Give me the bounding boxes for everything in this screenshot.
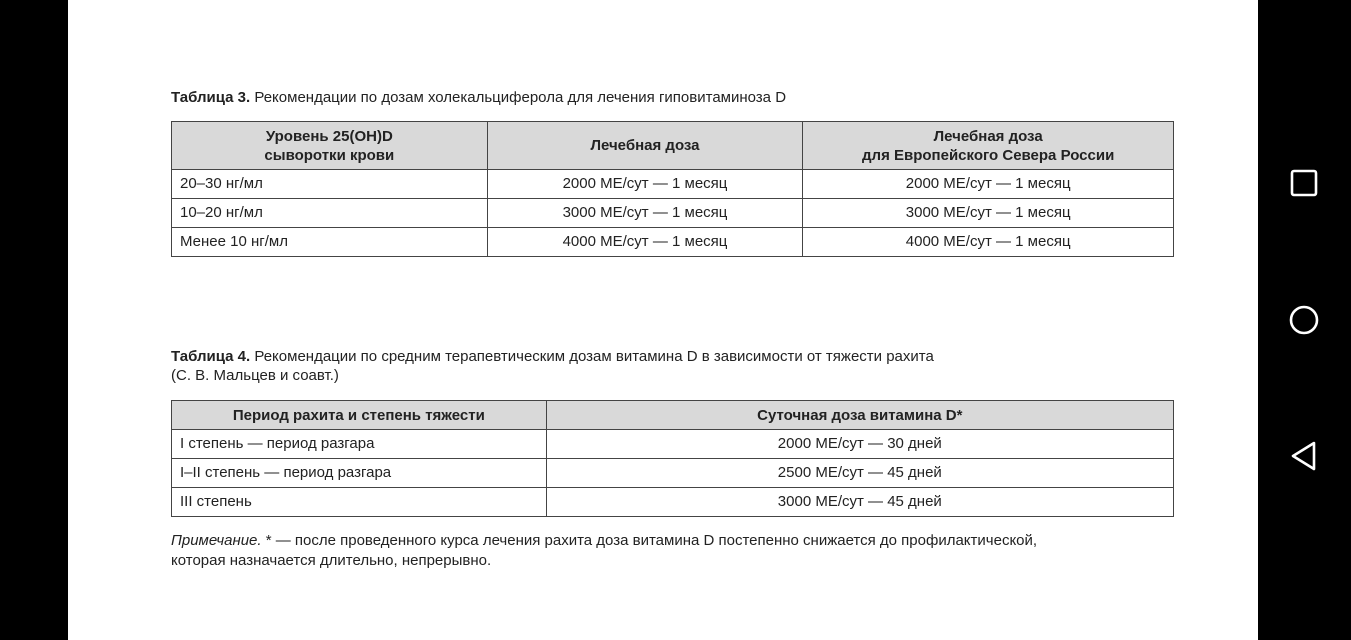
- table-cell: 2000 МЕ/сут — 30 дней: [546, 430, 1173, 459]
- table-cell: 2000 МЕ/сут — 1 месяц: [803, 170, 1174, 199]
- table3-header-cell: [172, 122, 488, 170]
- table3-caption-label: Таблица 3.: [171, 89, 251, 106]
- table4-caption-line1: [171, 347, 934, 366]
- table4: [171, 400, 1174, 517]
- table-cell: 3000 МЕ/сут — 45 дней: [546, 488, 1173, 517]
- table4-header-cell: Суточная доза витамина D*: [546, 401, 1173, 430]
- table3-header-cell: [487, 122, 803, 170]
- note-label: Примечание.: [171, 532, 262, 549]
- table4-caption: [171, 347, 934, 385]
- table-row: [172, 430, 1174, 459]
- table4-caption-line2: (С. В. Мальцев и соавт.): [171, 367, 339, 384]
- table-row: [172, 170, 1174, 199]
- table4-caption-label: Таблица 4.: [171, 348, 251, 365]
- table-row: [172, 488, 1174, 517]
- table4-note: [171, 531, 1037, 571]
- table-cell: 3000 МЕ/сут — 1 месяц: [487, 199, 803, 228]
- table3-header-line: Уровень 25(OH)D: [265, 127, 393, 145]
- document-page: [68, 0, 1258, 640]
- table-cell: 4000 МЕ/сут — 1 месяц: [803, 228, 1174, 257]
- table-cell: 20–30 нг/мл: [172, 170, 488, 199]
- table3-header-cell: [803, 122, 1174, 170]
- table3-header-line: Лечебная доза: [590, 137, 700, 154]
- table-row: [172, 459, 1174, 488]
- table-cell: I–II степень — период разгара: [172, 459, 547, 488]
- table-cell: 2500 МЕ/сут — 45 дней: [546, 459, 1173, 488]
- table4-header-row: [172, 401, 1174, 430]
- note-line1: [171, 531, 1037, 551]
- table3-header-line: Лечебная доза: [933, 127, 1043, 145]
- home-icon: [1284, 300, 1324, 340]
- table-row: [172, 228, 1174, 257]
- note-line2: которая назначается длительно, непрерывно.: [171, 552, 492, 569]
- table3-header-line: для Европейского Севера России: [862, 146, 1115, 164]
- table3-caption: [171, 88, 786, 107]
- table-cell: Менее 10 нг/мл: [172, 228, 488, 257]
- table-cell: I степень — период разгара: [172, 430, 547, 459]
- table-cell: 4000 МЕ/сут — 1 месяц: [487, 228, 803, 257]
- table4-header-cell: Период рахита и степень тяжести: [172, 401, 547, 430]
- table-cell: 10–20 нг/мл: [172, 199, 488, 228]
- android-navigation-bar: [1258, 0, 1351, 640]
- recent-apps-icon: [1284, 163, 1324, 203]
- recent-apps-button[interactable]: [1284, 163, 1324, 203]
- table3: [171, 121, 1174, 257]
- table-cell: III степень: [172, 488, 547, 517]
- table-cell: 2000 МЕ/сут — 1 месяц: [487, 170, 803, 199]
- note-text: * — после проведенного курса лечения рахита доза витамина D постепенно снижается до профилактической,: [261, 532, 1038, 549]
- back-button[interactable]: [1284, 436, 1324, 476]
- home-button[interactable]: [1284, 300, 1324, 340]
- back-icon: [1284, 436, 1324, 476]
- table3-caption-text: Рекомендации по дозам холекальциферола для лечения гиповитаминоза D: [250, 89, 787, 106]
- table4-caption-text: Рекомендации по средним терапевтическим дозам витамина D в зависимости от тяжести рахита: [250, 348, 934, 365]
- table3-header-row: [172, 122, 1174, 170]
- table-cell: 3000 МЕ/сут — 1 месяц: [803, 199, 1174, 228]
- table-row: [172, 199, 1174, 228]
- table3-header-line: сыворотки крови: [264, 146, 395, 164]
